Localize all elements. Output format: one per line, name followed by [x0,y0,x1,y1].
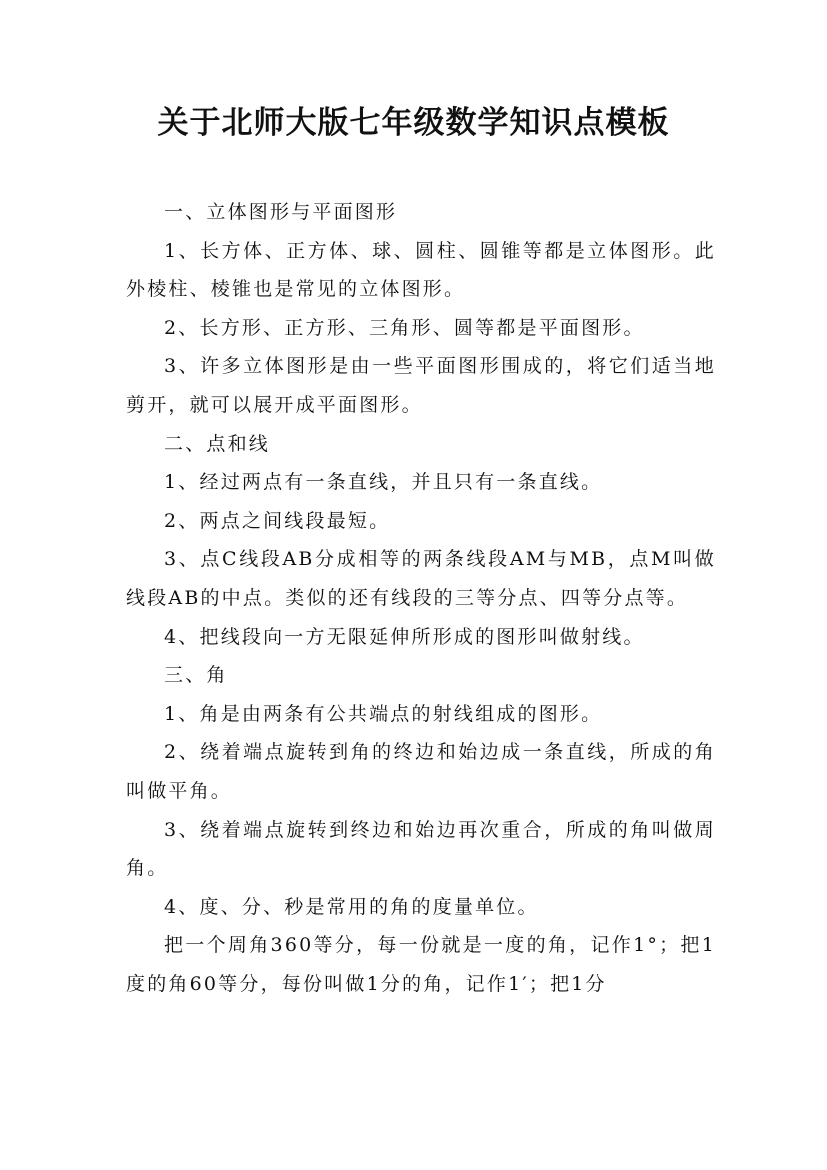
paragraph: 3、许多立体图形是由一些平面图形围成的，将它们适当地剪开，就可以展开成平面图形。 [126,355,716,416]
paragraph: 1、角是由两条有公共端点的射线组成的图形。 [164,702,603,725]
section-heading: 一、立体图形与平面图形 [164,201,398,223]
paragraph: 2、长方形、正方形、三角形、圆等都是平面图形。 [164,316,645,339]
paragraph: 3、点C线段AB分成相等的两条线段AM与MB，点M叫做线段AB的中点。类似的还有线段的三等分点、四等分点等。 [126,548,716,609]
paragraph: 4、把线段向一方无限延伸所形成的图形叫做射线。 [164,625,645,648]
paragraph: 1、长方体、正方体、球、圆柱、圆锥等都是立体图形。此外棱柱、棱锥也是常见的立体图形。 [126,239,716,301]
paragraph: 3、绕着端点旋转到终边和始边再次重合，所成的角叫做周角。 [126,818,716,880]
section-heading: 二、点和线 [164,432,271,455]
section-heading: 三、角 [164,664,228,687]
paragraph: 1、经过两点有一条直线，并且只有一条直线。 [164,471,603,494]
document-title: 关于北师大版七年级数学知识点模板 [157,105,670,141]
paragraph: 4、度、分、秒是常用的角的度量单位。 [164,895,539,918]
paragraph: 2、两点之间线段最短。 [164,509,391,532]
document-body [126,193,716,1003]
paragraph: 2、绕着端点旋转到角的终边和始边成一条直线，所成的角叫做平角。 [126,741,716,802]
paragraph: 把一个周角360等分，每一份就是一度的角，记作1°；把1度的角60等分，每份叫做1分的角，记作1′；把1分 [126,934,716,995]
